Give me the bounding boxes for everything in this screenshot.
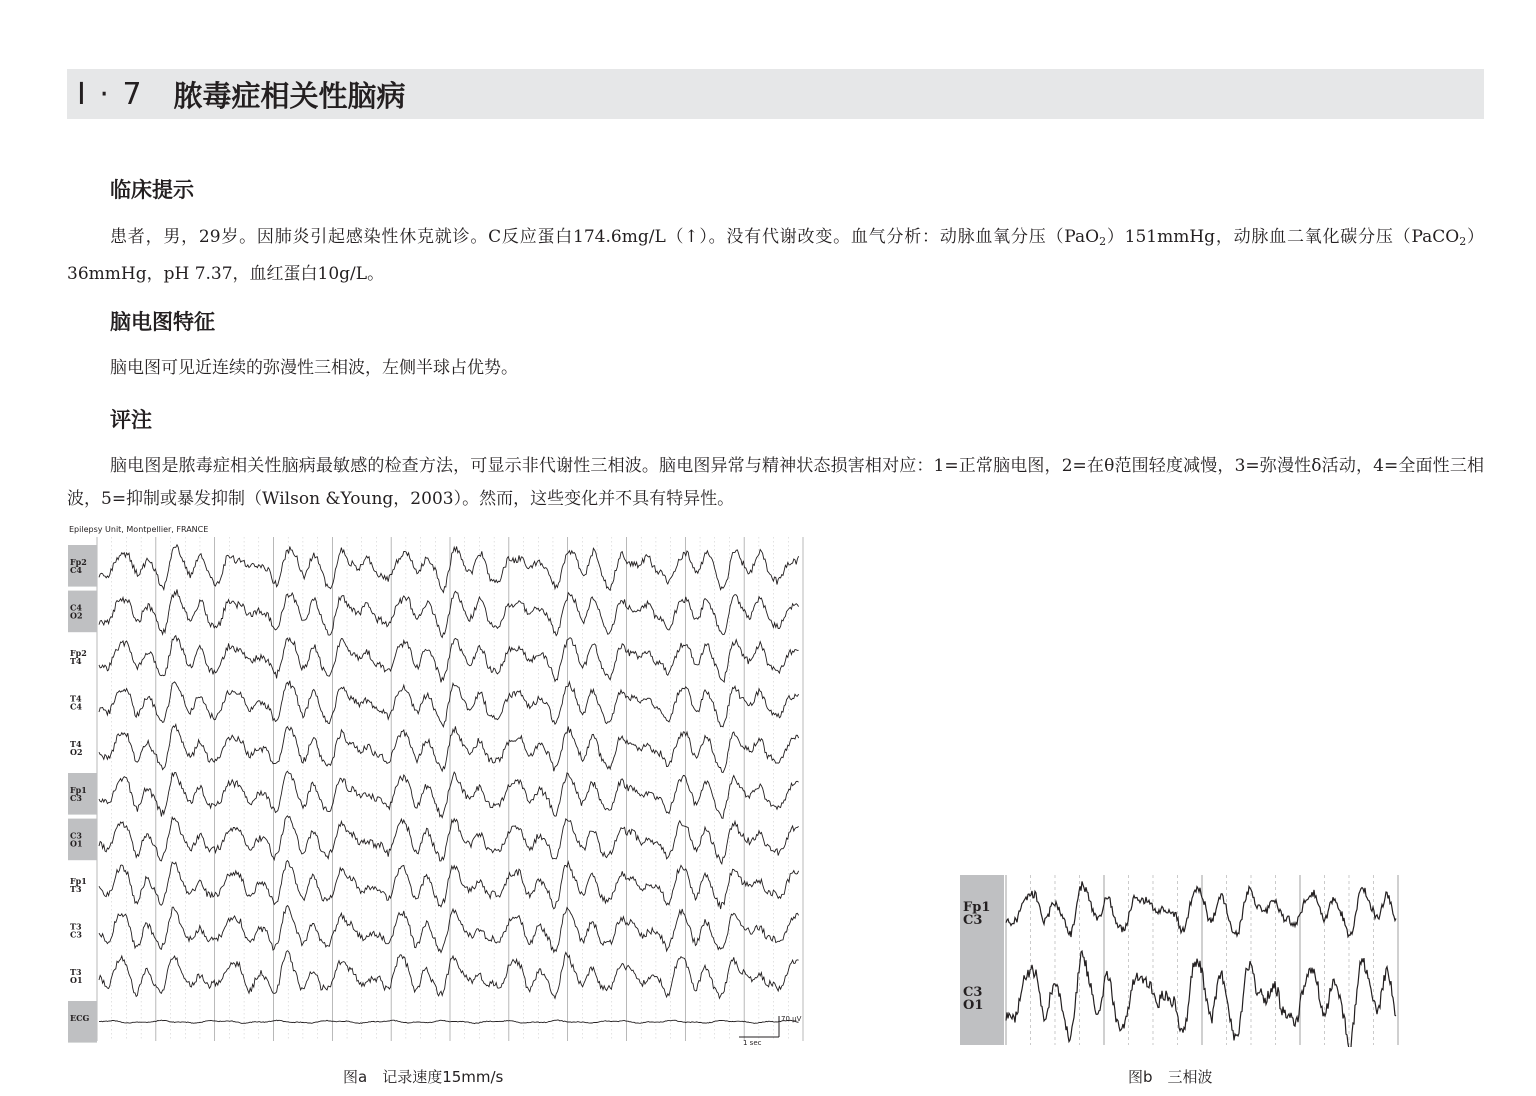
channel-label-bottom: O1	[963, 998, 984, 1013]
channel-label-top: T4	[70, 739, 82, 750]
paragraph-comment: 脑电图是脓毒症相关性脑病最敏感的检查方法，可显示非代谢性三相波。脑电图异常与精神状态损害相对应：1=正常脑电图，2=在θ范围轻度减慢，3=弥漫性δ活动，4=全面性三相波，5=抑制或暴发抑制（Wilson &Young，2003）。然而，这些变化并不具有特异性。	[67, 456, 1484, 509]
channel-label-top: Fp1	[963, 900, 991, 915]
channel-label-bottom: T4	[70, 656, 82, 666]
paragraph-eeg: 脑电图可见近连续的弥漫性三相波，左侧半球占优势。	[110, 358, 518, 378]
heading-comment: 评注	[110, 408, 152, 432]
channel-label-top: C3	[70, 830, 82, 841]
channel-label-bottom: O1	[70, 975, 83, 986]
channel-label-top: ECG	[70, 1012, 90, 1023]
channel-label-top: C4	[70, 602, 82, 613]
scale-time: 1 sec	[743, 1039, 762, 1047]
channel-label-top: T3	[70, 967, 82, 978]
clinical-text-1: 患者，男，29岁。因肺炎引起感染性休克就诊。C反应蛋白174.6mg/L（↑）。没有代谢改变。血气分析：动脉血氧分压（PaO	[110, 227, 1100, 247]
paragraph-clinical	[67, 221, 1484, 291]
figure-a-header: Epilepsy Unit, Montpellier, FRANCE	[69, 525, 209, 534]
chapter-title-bar	[67, 69, 1484, 119]
channel-label-top: Fp2	[70, 648, 87, 658]
channel-label-bottom: T3	[70, 884, 82, 894]
clinical-text-2: ）151mmHg，动脉血二氧化碳分压（PaCO	[1106, 227, 1460, 247]
eeg-figure-b	[958, 873, 1400, 1047]
channel-label-bottom: O1	[70, 838, 83, 849]
channel-labels-b	[960, 875, 1004, 1045]
channel-label-top: T4	[70, 693, 82, 704]
channel-label-bottom: C3	[963, 913, 983, 928]
channel-label-bottom: C3	[70, 929, 82, 940]
channel-label-top: Fp2	[70, 556, 87, 567]
clinical-sub-1: 2	[1099, 235, 1107, 248]
scale-amplitude: 70 µV	[781, 1015, 802, 1023]
chapter-title: 脓毒症相关性脑病	[173, 78, 406, 113]
clinical-sub-2: 2	[1459, 235, 1467, 248]
chapter-number: Ⅰ · 7	[77, 76, 144, 112]
caption-figure-b: 图b 三相波	[1128, 1068, 1213, 1086]
channel-label-bottom: O2	[70, 747, 83, 758]
eeg-figure-a	[67, 521, 807, 1048]
channel-label-bottom: C4	[70, 701, 82, 712]
channel-label-top: C3	[963, 985, 983, 1000]
channel-label-bottom: O2	[70, 610, 83, 621]
channel-label-bottom: C4	[70, 564, 82, 575]
caption-figure-a: 图a 记录速度15mm/s	[343, 1068, 504, 1086]
heading-eeg: 脑电图特征	[110, 310, 215, 334]
channel-label-bottom: C3	[70, 792, 82, 803]
channel-label-top: Fp1	[70, 876, 87, 886]
clinical-text-3: ）36mmHg，pH 7.37，血红蛋白10g/L。	[67, 227, 1484, 284]
channel-label-top: T3	[70, 921, 82, 932]
channel-label-top: Fp1	[70, 784, 87, 795]
heading-clinical: 临床提示	[110, 178, 194, 202]
